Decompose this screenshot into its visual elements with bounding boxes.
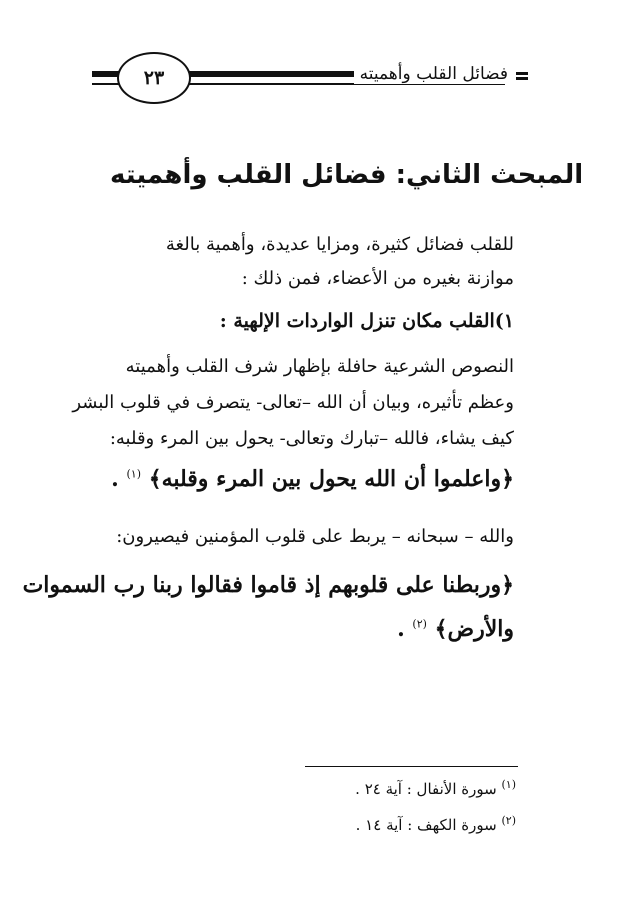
footnote-1-text: سورة الأنفال : آية ٢٤ . [355, 780, 497, 798]
verse-2-footnote-ref: (٢) [412, 617, 427, 631]
footnote-2 [356, 814, 516, 834]
footnote-1 [355, 778, 516, 798]
footnote-separator [305, 766, 518, 767]
page-number: ٢٣ [143, 67, 165, 89]
verse-1-text: ﴿واعلموا أن الله يحول بين المرء وقلبه﴾ [148, 466, 514, 492]
verse-2-line-2 [94, 616, 514, 642]
verse-2-end: . [397, 616, 405, 642]
header-ornament [516, 72, 528, 80]
point-1-line-2: وعظم تأثيره، وبيان أن الله –تعالى- يتصرف في قلوب البشر [72, 392, 514, 413]
verse-2-text: والأرض﴾ [434, 616, 514, 642]
verse-1-footnote-ref: (١) [126, 467, 142, 481]
line-after-verse-1: والله – سبحانه – يربط على قلوب المؤمنين فيصيرون: [116, 526, 514, 547]
verse-2-line-1: ﴿وربطنا على قلوبهم إذ قاموا فقالوا ربنا رب السموات [22, 572, 514, 598]
point-1-line-3: كيف يشاء، فالله –تبارك وتعالى- يحول بين المرء وقلبه: [109, 428, 514, 449]
page-number-oval [117, 52, 191, 104]
intro-line-2: موازنة بغيره من الأعضاء، فمن ذلك : [241, 268, 514, 289]
section-heading: المبحث الثاني: فضائل القلب وأهميته [110, 160, 584, 190]
footnote-2-marker: (٢) [501, 814, 516, 827]
footnote-1-marker: (١) [501, 778, 516, 791]
footnote-2-text: سورة الكهف : آية ١٤ . [355, 816, 497, 834]
verse-1 [94, 466, 514, 492]
point-1-title: ١)القلب مكان تنزل الواردات الإلهية : [219, 310, 514, 332]
point-1-line-1: النصوص الشرعية حافلة بإظهار شرف القلب وأهميته [125, 356, 514, 377]
running-title: فضائل القلب وأهميته [354, 64, 514, 84]
verse-1-end: . [111, 466, 119, 492]
intro-line-1: للقلب فضائل كثيرة، ومزايا عديدة، وأهمية بالغة [165, 234, 514, 255]
